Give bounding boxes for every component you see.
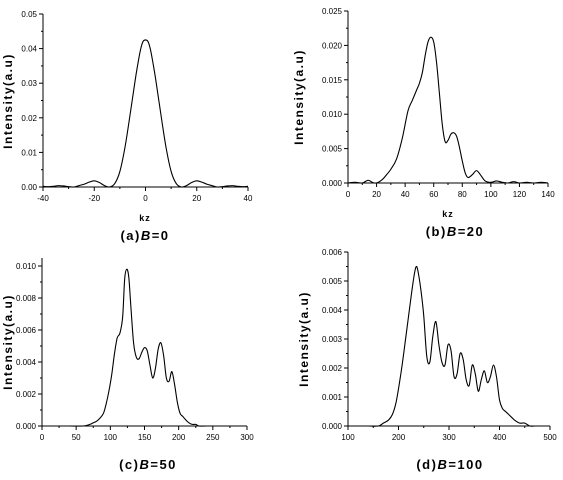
panel-a-caption-value: =0 (151, 228, 170, 243)
panel-a-ytick-label: 0.01 (21, 148, 37, 158)
panel-b-xlabel: kz (442, 209, 454, 219)
panel-d-xtick-label: 500 (543, 433, 557, 442)
panel-a-ytick-label: 0.02 (21, 113, 37, 123)
panel-d-caption-var: B (437, 457, 449, 472)
panel-a-caption-prefix: (a) (120, 228, 141, 243)
panel-c-xtick-label: 200 (171, 433, 186, 442)
panel-b-ytick-label: 0.010 (321, 110, 342, 120)
panel-a-xlabel: kz (139, 213, 151, 223)
panel-b-xtick-label: 60 (429, 190, 439, 199)
panel-c (1, 258, 254, 472)
panel-a-xtick-label: 20 (192, 194, 202, 203)
panel-b-caption-value: =20 (457, 224, 485, 239)
panel-c-xtick-label: 300 (240, 433, 254, 442)
panel-c-ytick-label: 0.004 (15, 358, 36, 367)
panel-c-ytick-label: 0.000 (15, 422, 36, 431)
panel-a-intensity-line (43, 40, 248, 187)
panel-b-ytick-label: 0.020 (321, 41, 342, 51)
panel-a-caption-var: B (140, 228, 152, 243)
panel-a-ytick-label: 0.04 (21, 44, 37, 54)
panel-b-ytick-label: 0.025 (321, 7, 342, 16)
panel-b-xtick-label: 140 (541, 190, 555, 199)
panel-d-intensity-line (348, 266, 550, 426)
panel-d-ytick-label: 0.006 (321, 248, 342, 257)
panel-d-ytick-label: 0.002 (321, 364, 342, 373)
panel-c-xtick-label: 150 (137, 433, 152, 442)
panel-a-xtick-label: -20 (88, 194, 101, 203)
panel-d-ytick-label: 0.000 (321, 422, 342, 431)
panel-c-ylabel: Intensity(a.u) (1, 294, 15, 390)
panel-b-caption-var: B (446, 224, 458, 239)
panel-d-xtick-label: 100 (341, 433, 355, 442)
panel-d-ytick-label: 0.005 (321, 277, 342, 286)
panel-d-xtick-label: 200 (391, 433, 406, 442)
panel-a-xtick-label: -40 (37, 194, 49, 203)
panel-b (292, 7, 555, 239)
panel-a-caption (120, 228, 169, 243)
panel-c-xtick-label: 100 (103, 433, 118, 442)
panel-b-xtick-label: 80 (457, 190, 467, 199)
panel-a-xtick-label: 40 (243, 194, 253, 203)
panel-c-caption-value: =50 (150, 457, 177, 472)
panel-b-xtick-label: 20 (372, 190, 382, 199)
panel-c-xtick-label: 0 (39, 433, 45, 442)
panel-d-caption-value: =100 (448, 457, 484, 472)
panel-d-ytick-label: 0.004 (321, 306, 342, 315)
panel-a (1, 10, 253, 243)
panel-b-xtick-label: 120 (512, 190, 527, 199)
panel-c-ytick-label: 0.002 (15, 390, 36, 399)
panel-b-ytick-label: 0.000 (321, 179, 342, 188)
panel-d-ytick-label: 0.003 (321, 335, 342, 344)
panel-c-intensity-line (42, 269, 247, 426)
panel-b-xtick-label: 40 (400, 190, 410, 199)
panel-c-ytick-label: 0.010 (15, 262, 36, 271)
panel-b-caption-prefix: (b) (425, 224, 447, 239)
panel-b-xtick-label: 100 (484, 190, 498, 199)
panel-d-ylabel: Intensity(a.u) (297, 291, 311, 387)
panel-d-caption (416, 457, 483, 472)
panel-d-ytick-label: 0.001 (321, 393, 342, 402)
panel-b-caption (426, 224, 485, 239)
panel-c-ytick-label: 0.006 (15, 326, 36, 335)
panel-a-xtick-label: 0 (143, 194, 148, 203)
panel-b-ytick-label: 0.015 (321, 75, 342, 85)
panel-a-ytick-label: 0.03 (21, 79, 37, 89)
panel-a-ytick-label: 0.05 (21, 10, 37, 19)
panel-c-xtick-label: 250 (206, 433, 220, 442)
panel-b-ytick-label: 0.005 (321, 144, 342, 154)
panel-c-xtick-label: 50 (71, 433, 81, 442)
panel-a-ylabel: Intensity(a.u) (1, 53, 15, 149)
panel-c-caption-var: B (139, 457, 151, 472)
panel-d-xtick-label: 300 (442, 433, 456, 442)
panel-c-caption (119, 457, 177, 472)
panel-a-ytick-label: 0.00 (21, 183, 37, 192)
panel-b-ylabel: Intensity(a.u) (292, 49, 306, 145)
panel-b-intensity-line (348, 37, 548, 183)
panel-d (297, 248, 557, 472)
panel-d-caption-prefix: (d) (416, 457, 438, 472)
panel-c-caption-prefix: (c) (119, 457, 140, 472)
panel-d-xtick-label: 400 (492, 433, 507, 442)
panel-c-ytick-label: 0.008 (15, 294, 36, 303)
panel-b-xtick-label: 0 (345, 190, 351, 199)
